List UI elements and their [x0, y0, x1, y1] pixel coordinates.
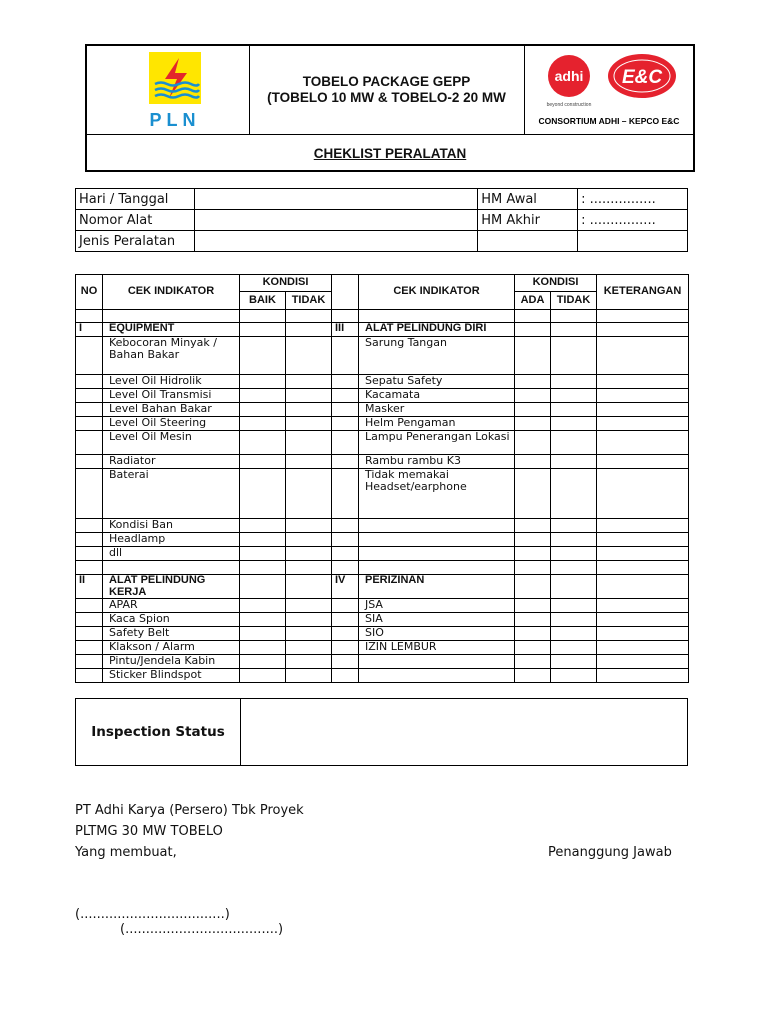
- row-baik-cell[interactable]: [240, 375, 286, 389]
- row-item-left: Kaca Spion: [103, 613, 240, 627]
- row-tidak-left-cell[interactable]: [286, 310, 332, 323]
- info-row-nomor: [76, 210, 688, 231]
- row-item-right: SIO: [359, 627, 515, 641]
- row-baik-cell[interactable]: [240, 519, 286, 533]
- row-keterangan-cell[interactable]: [597, 337, 689, 375]
- row-keterangan-cell[interactable]: [597, 641, 689, 655]
- row-no-left: [76, 613, 103, 627]
- row-item-left: Level Oil Steering: [103, 417, 240, 431]
- col-header-tidak-left: TIDAK: [286, 292, 332, 310]
- row-item-left: [103, 561, 240, 575]
- project-title-line2: (TOBELO 10 MW & TOBELO-2 20 MW: [267, 90, 506, 105]
- row-keterangan-cell[interactable]: [597, 575, 689, 599]
- row-no-left: [76, 455, 103, 469]
- row-ada-cell[interactable]: [515, 431, 551, 455]
- row-no-right: [332, 547, 359, 561]
- row-baik-cell[interactable]: [240, 613, 286, 627]
- table-row: [76, 455, 689, 469]
- row-no-left: [76, 337, 103, 375]
- footer-company: PT Adhi Karya (Persero) Tbk Proyek: [75, 803, 304, 818]
- row-keterangan-cell[interactable]: [597, 655, 689, 669]
- inspection-status-field[interactable]: [241, 699, 687, 765]
- document-header: [85, 44, 695, 172]
- row-baik-cell[interactable]: [240, 403, 286, 417]
- row-baik-cell[interactable]: [240, 655, 286, 669]
- row-item-right: Sarung Tangan: [359, 337, 515, 375]
- checklist-title-row: [87, 134, 693, 171]
- row-item-right: Masker: [359, 403, 515, 417]
- row-tidak-left-cell[interactable]: [286, 547, 332, 561]
- consortium-name: CONSORTIUM ADHI – KEPCO E&C: [538, 116, 680, 126]
- row-item-right: [359, 561, 515, 575]
- row-tidak-left-cell[interactable]: [286, 669, 332, 683]
- row-ada-cell[interactable]: [515, 669, 551, 683]
- row-baik-cell[interactable]: [240, 337, 286, 375]
- row-item-left: Klakson / Alarm: [103, 641, 240, 655]
- row-item-right: [359, 655, 515, 669]
- row-tidak-right-cell[interactable]: [551, 547, 597, 561]
- inspection-status-label: Inspection Status: [76, 699, 241, 765]
- row-tidak-right-cell[interactable]: [551, 533, 597, 547]
- row-item-right: [359, 533, 515, 547]
- col-header-cek-indikator-right: CEK INDIKATOR: [359, 275, 515, 310]
- row-keterangan-cell[interactable]: [597, 431, 689, 455]
- row-baik-cell[interactable]: [240, 389, 286, 403]
- row-item-right: [359, 310, 515, 323]
- row-item-right: Lampu Penerangan Lokasi: [359, 431, 515, 455]
- row-ada-cell[interactable]: [515, 375, 551, 389]
- row-baik-cell[interactable]: [240, 323, 286, 337]
- adhi-tagline: beyond construction: [546, 102, 592, 108]
- row-no-left: [76, 310, 103, 323]
- row-no-left: [76, 375, 103, 389]
- row-tidak-left-cell[interactable]: [286, 575, 332, 599]
- hm-awal-label: HM Awal: [478, 189, 578, 210]
- row-item-left: Level Oil Hidrolik: [103, 375, 240, 389]
- pln-logo-text: PLN: [149, 110, 201, 130]
- row-ada-cell[interactable]: [515, 469, 551, 519]
- table-header-row: [76, 275, 689, 292]
- footer-project: PLTMG 30 MW TOBELO: [75, 824, 223, 839]
- row-baik-cell[interactable]: [240, 669, 286, 683]
- table-row: [76, 627, 689, 641]
- row-ada-cell[interactable]: [515, 323, 551, 337]
- row-no-left: [76, 655, 103, 669]
- row-tidak-right-cell[interactable]: [551, 627, 597, 641]
- row-tidak-left-cell[interactable]: [286, 533, 332, 547]
- row-ada-cell[interactable]: [515, 599, 551, 613]
- row-item-left: [103, 310, 240, 323]
- table-row: [76, 403, 689, 417]
- col-header-kondisi-right: KONDISI: [515, 275, 597, 292]
- pln-logo-icon: [87, 46, 249, 134]
- hari-tanggal-field[interactable]: [194, 189, 477, 210]
- row-ada-cell[interactable]: [515, 403, 551, 417]
- info-table: [75, 188, 688, 252]
- row-item-right: ALAT PELINDUNG DIRI: [359, 323, 515, 337]
- row-no-right: [332, 599, 359, 613]
- row-no-left: [76, 547, 103, 561]
- col-header-baik: BAIK: [240, 292, 286, 310]
- row-keterangan-cell[interactable]: [597, 469, 689, 519]
- row-baik-cell[interactable]: [240, 561, 286, 575]
- table-row: [76, 519, 689, 533]
- row-tidak-right-cell[interactable]: [551, 641, 597, 655]
- info-row-jenis: [76, 231, 688, 252]
- row-no-right: [332, 519, 359, 533]
- project-title-cell: [249, 46, 525, 134]
- row-item-right: PERIZINAN: [359, 575, 515, 599]
- table-row: [76, 375, 689, 389]
- hm-awal-field[interactable]: : ................: [578, 189, 688, 210]
- row-tidak-left-cell[interactable]: [286, 455, 332, 469]
- info-row-tanggal: [76, 189, 688, 210]
- row-no-left: [76, 627, 103, 641]
- inspection-status-box: [75, 698, 688, 766]
- row-tidak-right-cell[interactable]: [551, 519, 597, 533]
- row-tidak-left-cell[interactable]: [286, 431, 332, 455]
- row-baik-cell[interactable]: [240, 641, 286, 655]
- row-ada-cell[interactable]: [515, 533, 551, 547]
- row-keterangan-cell[interactable]: [597, 310, 689, 323]
- row-item-right: JSA: [359, 599, 515, 613]
- row-tidak-left-cell[interactable]: [286, 389, 332, 403]
- row-no-right: [332, 431, 359, 455]
- row-ada-cell[interactable]: [515, 561, 551, 575]
- table-row: [76, 533, 689, 547]
- row-no-left: [76, 641, 103, 655]
- row-item-right: [359, 519, 515, 533]
- row-item-right: Sepatu Safety: [359, 375, 515, 389]
- row-tidak-right-cell[interactable]: [551, 389, 597, 403]
- hari-tanggal-label: Hari / Tanggal: [76, 189, 195, 210]
- table-row: [76, 613, 689, 627]
- row-tidak-right-cell[interactable]: [551, 669, 597, 683]
- adhi-logo-text: adhi: [554, 68, 584, 84]
- row-item-left: Level Oil Transmisi: [103, 389, 240, 403]
- row-no-right: [332, 561, 359, 575]
- table-row: [76, 641, 689, 655]
- row-baik-cell[interactable]: [240, 469, 286, 519]
- row-keterangan-cell[interactable]: [597, 561, 689, 575]
- row-tidak-right-cell[interactable]: [551, 575, 597, 599]
- row-tidak-right-cell[interactable]: [551, 469, 597, 519]
- row-item-left: Radiator: [103, 455, 240, 469]
- row-keterangan-cell[interactable]: [597, 417, 689, 431]
- jenis-peralatan-label: Jenis Peralatan: [76, 231, 195, 252]
- row-baik-cell[interactable]: [240, 417, 286, 431]
- row-tidak-right-cell[interactable]: [551, 417, 597, 431]
- col-header-keterangan: KETERANGAN: [597, 275, 689, 310]
- nomor-alat-label: Nomor Alat: [76, 210, 195, 231]
- row-no-left: [76, 561, 103, 575]
- row-tidak-right-cell[interactable]: [551, 323, 597, 337]
- row-no-right: III: [332, 323, 359, 337]
- row-no-right: [332, 417, 359, 431]
- jenis-peralatan-field[interactable]: [194, 231, 477, 252]
- table-row: [76, 323, 689, 337]
- row-no-right: [332, 337, 359, 375]
- row-keterangan-cell[interactable]: [597, 323, 689, 337]
- row-no-left: [76, 599, 103, 613]
- row-baik-cell[interactable]: [240, 575, 286, 599]
- footer-made-by: Yang membuat,: [75, 845, 177, 860]
- row-tidak-right-cell[interactable]: [551, 310, 597, 323]
- row-ada-cell[interactable]: [515, 613, 551, 627]
- row-no-right: [332, 533, 359, 547]
- checklist-title: CHEKLIST PERALATAN: [313, 145, 467, 161]
- row-no-right: [332, 389, 359, 403]
- row-keterangan-cell[interactable]: [597, 613, 689, 627]
- row-ada-cell[interactable]: [515, 389, 551, 403]
- nomor-alat-field[interactable]: [194, 210, 477, 231]
- row-no-right: [332, 455, 359, 469]
- row-no-right: [332, 403, 359, 417]
- row-item-left: dll: [103, 547, 240, 561]
- row-no-right: [332, 669, 359, 683]
- row-no-left: [76, 431, 103, 455]
- row-no-left: I: [76, 323, 103, 337]
- row-item-right: Rambu rambu K3: [359, 455, 515, 469]
- row-item-right: [359, 669, 515, 683]
- row-tidak-left-cell[interactable]: [286, 403, 332, 417]
- row-item-left: Level Oil Mesin: [103, 431, 240, 455]
- row-no-left: [76, 519, 103, 533]
- row-tidak-right-cell[interactable]: [551, 561, 597, 575]
- row-item-left: Pintu/Jendela Kabin: [103, 655, 240, 669]
- row-ada-cell[interactable]: [515, 575, 551, 599]
- row-baik-cell[interactable]: [240, 627, 286, 641]
- footer-responsible: Penanggung Jawab: [548, 845, 672, 860]
- row-no-left: II: [76, 575, 103, 599]
- row-baik-cell[interactable]: [240, 431, 286, 455]
- row-item-left: Baterai: [103, 469, 240, 519]
- row-tidak-right-cell[interactable]: [551, 337, 597, 375]
- row-ada-cell[interactable]: [515, 310, 551, 323]
- col-header-no-right: [332, 275, 359, 310]
- row-item-left: EQUIPMENT: [103, 323, 240, 337]
- row-tidak-left-cell[interactable]: [286, 561, 332, 575]
- row-tidak-left-cell[interactable]: [286, 337, 332, 375]
- row-tidak-left-cell[interactable]: [286, 599, 332, 613]
- consortium-logo-cell: [524, 46, 695, 134]
- row-ada-cell[interactable]: [515, 519, 551, 533]
- row-tidak-left-cell[interactable]: [286, 613, 332, 627]
- row-keterangan-cell[interactable]: [597, 375, 689, 389]
- row-no-right: [332, 655, 359, 669]
- col-header-tidak-right: TIDAK: [551, 292, 597, 310]
- row-item-right: Helm Pengaman: [359, 417, 515, 431]
- row-item-left: Level Bahan Bakar: [103, 403, 240, 417]
- row-no-right: [332, 627, 359, 641]
- signature-line-left: (...................................): [75, 907, 230, 922]
- row-tidak-right-cell[interactable]: [551, 599, 597, 613]
- table-row: [76, 431, 689, 455]
- row-item-left: Kebocoran Minyak / Bahan Bakar: [103, 337, 240, 375]
- adhi-kepco-logo-icon: [524, 46, 695, 134]
- table-row: [76, 417, 689, 431]
- table-row: [76, 575, 689, 599]
- info-empty-cell: [478, 231, 578, 252]
- kepco-logo-text: E&C: [621, 67, 663, 88]
- row-baik-cell[interactable]: [240, 599, 286, 613]
- table-row: [76, 469, 689, 519]
- row-no-left: [76, 417, 103, 431]
- row-tidak-right-cell[interactable]: [551, 431, 597, 455]
- row-ada-cell[interactable]: [515, 627, 551, 641]
- row-keterangan-cell[interactable]: [597, 533, 689, 547]
- table-row: [76, 599, 689, 613]
- row-item-left: Sticker Blindspot: [103, 669, 240, 683]
- table-row: [76, 310, 689, 323]
- col-header-ada: ADA: [515, 292, 551, 310]
- row-tidak-left-cell[interactable]: [286, 641, 332, 655]
- row-tidak-right-cell[interactable]: [551, 375, 597, 389]
- col-header-kondisi-left: KONDISI: [240, 275, 332, 292]
- pln-logo-cell: [87, 46, 250, 134]
- row-no-left: [76, 403, 103, 417]
- row-item-left: Kondisi Ban: [103, 519, 240, 533]
- row-tidak-right-cell[interactable]: [551, 403, 597, 417]
- row-no-left: [76, 469, 103, 519]
- row-tidak-left-cell[interactable]: [286, 655, 332, 669]
- table-row: [76, 561, 689, 575]
- table-row: [76, 547, 689, 561]
- row-item-right: [359, 547, 515, 561]
- info-empty-cell: [578, 231, 688, 252]
- row-no-left: [76, 669, 103, 683]
- row-baik-cell[interactable]: [240, 310, 286, 323]
- row-item-left: ALAT PELINDUNG KERJA: [103, 575, 240, 599]
- row-ada-cell[interactable]: [515, 641, 551, 655]
- signature-line-right: (.....................................): [120, 922, 284, 937]
- row-tidak-left-cell[interactable]: [286, 519, 332, 533]
- row-item-right: Tidak memakai Headset/earphone: [359, 469, 515, 519]
- row-keterangan-cell[interactable]: [597, 455, 689, 469]
- row-ada-cell[interactable]: [515, 547, 551, 561]
- row-tidak-right-cell[interactable]: [551, 455, 597, 469]
- row-keterangan-cell[interactable]: [597, 627, 689, 641]
- row-no-right: [332, 641, 359, 655]
- table-row: [76, 337, 689, 375]
- row-no-right: [332, 613, 359, 627]
- row-no-left: [76, 533, 103, 547]
- row-tidak-left-cell[interactable]: [286, 469, 332, 519]
- row-tidak-left-cell[interactable]: [286, 375, 332, 389]
- row-no-right: [332, 310, 359, 323]
- row-no-right: IV: [332, 575, 359, 599]
- row-keterangan-cell[interactable]: [597, 547, 689, 561]
- row-ada-cell[interactable]: [515, 455, 551, 469]
- row-no-right: [332, 469, 359, 519]
- row-item-right: IZIN LEMBUR: [359, 641, 515, 655]
- row-baik-cell[interactable]: [240, 455, 286, 469]
- row-item-left: Headlamp: [103, 533, 240, 547]
- row-ada-cell[interactable]: [515, 417, 551, 431]
- row-tidak-left-cell[interactable]: [286, 323, 332, 337]
- table-row: [76, 669, 689, 683]
- row-tidak-right-cell[interactable]: [551, 655, 597, 669]
- row-item-right: SIA: [359, 613, 515, 627]
- hm-akhir-field[interactable]: : ................: [578, 210, 688, 231]
- row-no-right: [332, 375, 359, 389]
- row-tidak-left-cell[interactable]: [286, 417, 332, 431]
- table-row: [76, 655, 689, 669]
- checklist-table: [75, 274, 689, 683]
- row-keterangan-cell[interactable]: [597, 599, 689, 613]
- row-ada-cell[interactable]: [515, 655, 551, 669]
- row-baik-cell[interactable]: [240, 533, 286, 547]
- row-keterangan-cell[interactable]: [597, 403, 689, 417]
- row-no-left: [76, 389, 103, 403]
- col-header-no: NO: [76, 275, 103, 310]
- col-header-cek-indikator-left: CEK INDIKATOR: [103, 275, 240, 310]
- row-tidak-left-cell[interactable]: [286, 627, 332, 641]
- row-tidak-right-cell[interactable]: [551, 613, 597, 627]
- hm-akhir-label: HM Akhir: [478, 210, 578, 231]
- row-item-right: Kacamata: [359, 389, 515, 403]
- checklist-rows: [76, 310, 689, 683]
- row-ada-cell[interactable]: [515, 337, 551, 375]
- row-item-left: APAR: [103, 599, 240, 613]
- row-keterangan-cell[interactable]: [597, 519, 689, 533]
- row-keterangan-cell[interactable]: [597, 669, 689, 683]
- table-row: [76, 389, 689, 403]
- row-baik-cell[interactable]: [240, 547, 286, 561]
- row-item-left: Safety Belt: [103, 627, 240, 641]
- row-keterangan-cell[interactable]: [597, 389, 689, 403]
- project-title-line1: TOBELO PACKAGE GEPP: [302, 74, 471, 89]
